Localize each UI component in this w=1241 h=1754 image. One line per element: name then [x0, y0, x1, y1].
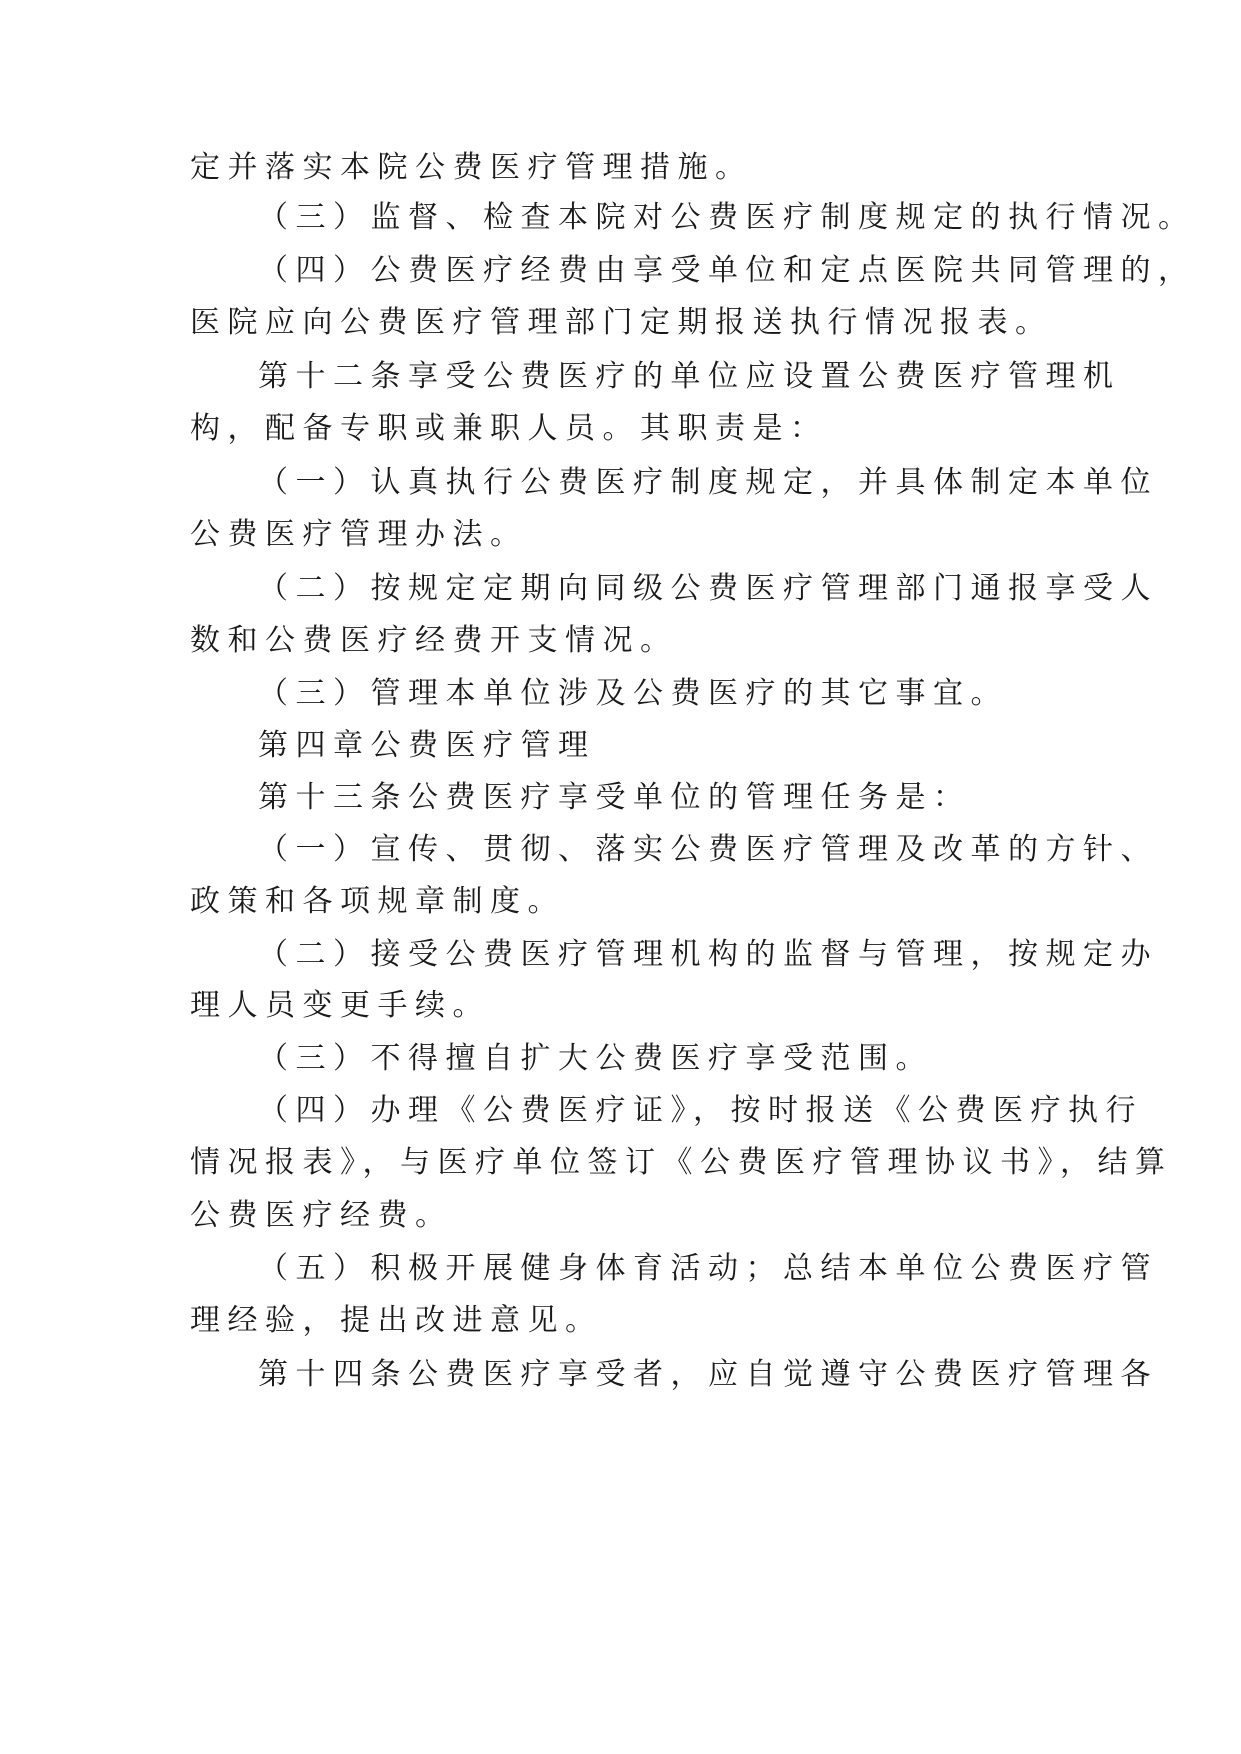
text-line-7: （一）认真执行公费医疗制度规定，并具体制定本单位 — [258, 465, 1158, 500]
text-line-13: 第十三条公费医疗享受单位的管理任务是： — [258, 780, 971, 815]
text-line-9: （二）按规定定期向同级公费医疗管理部门通报享受人 — [258, 571, 1158, 606]
text-line-14: （一）宣传、贯彻、落实公费医疗管理及改革的方针、 — [258, 832, 1158, 867]
text-line-10: 数和公费医疗经费开支情况。 — [190, 623, 678, 658]
text-line-3: （四）公费医疗经费由享受单位和定点医院共同管理的， — [258, 253, 1196, 288]
text-line-22: （五）积极开展健身体育活动；总结本单位公费医疗管 — [258, 1251, 1158, 1286]
text-line-23: 理经验，提出改进意见。 — [190, 1303, 603, 1338]
text-line-19: （四）办理《公费医疗证》，按时报送《公费医疗执行 — [258, 1093, 1143, 1128]
text-line-15: 政策和各项规章制度。 — [190, 884, 565, 919]
text-line-11: （三）管理本单位涉及公费医疗的其它事宜。 — [258, 676, 1008, 711]
text-line-2: （三）监督、检查本院对公费医疗制度规定的执行情况。 — [258, 200, 1196, 235]
text-line-5: 第十二条享受公费医疗的单位应设置公费医疗管理机 — [258, 359, 1121, 394]
text-line-8: 公费医疗管理办法。 — [190, 517, 528, 552]
text-line-16: （二）接受公费医疗管理机构的监督与管理，按规定办 — [258, 937, 1158, 972]
text-line-20: 情况报表》，与医疗单位签订《公费医疗管理协议书》，结算 — [190, 1145, 1173, 1180]
text-line-1: 定并落实本院公费医疗管理措施。 — [190, 150, 753, 185]
chapter-heading: 第四章公费医疗管理 — [258, 728, 596, 763]
text-line-18: （三）不得擅自扩大公费医疗享受范围。 — [258, 1041, 933, 1076]
text-line-4: 医院应向公费医疗管理部门定期报送执行情况报表。 — [190, 305, 1053, 340]
text-line-17: 理人员变更手续。 — [190, 988, 490, 1023]
text-line-21: 公费医疗经费。 — [190, 1198, 453, 1233]
text-line-24: 第十四条公费医疗享受者，应自觉遵守公费医疗管理各 — [258, 1357, 1158, 1392]
text-line-6: 构，配备专职或兼职人员。其职责是： — [190, 411, 828, 446]
